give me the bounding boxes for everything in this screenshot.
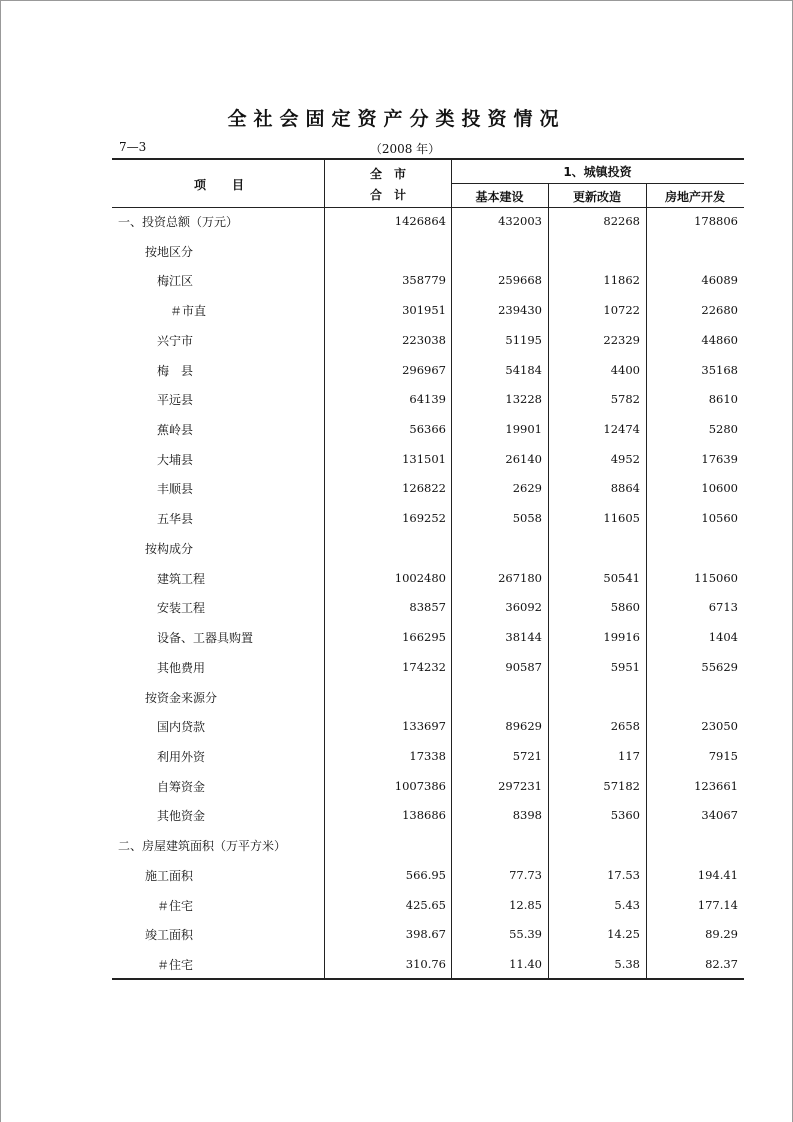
cell-value: 398.67 (405, 927, 446, 942)
group-header-rule (451, 183, 744, 184)
cell-value: 296967 (402, 362, 446, 377)
header-total-line2: 合 计 (369, 188, 406, 202)
cell-value: 5.43 (614, 897, 640, 912)
cell-value: 54184 (505, 362, 542, 377)
cell-value: 36092 (505, 600, 542, 615)
row-label: 自筹资金 (157, 779, 206, 794)
row-label: ＃住宅 (157, 898, 194, 913)
cell-value: 301951 (402, 303, 446, 318)
row-label: ＃住宅 (157, 958, 194, 972)
cell-value: 117 (618, 748, 640, 763)
cell-value: 310.76 (405, 957, 446, 971)
cell-value: 50541 (603, 570, 640, 585)
row-label: 国内贷款 (157, 720, 206, 735)
cell-value: 5782 (610, 392, 640, 407)
table-number: 7—3 (119, 140, 147, 154)
cell-value: 566.95 (405, 867, 446, 882)
cell-value: 55629 (701, 659, 738, 674)
cell-value: 89629 (505, 719, 542, 734)
cell-value: 5951 (610, 659, 640, 674)
row-label: 建筑工程 (157, 571, 206, 586)
cell-value: 19901 (505, 422, 542, 437)
cell-value: 10722 (603, 303, 640, 318)
header-basic-construction: 基本建设 (475, 190, 524, 204)
row-label: 大埔县 (157, 452, 194, 467)
cell-value: 14.25 (607, 927, 640, 942)
cell-value: 5860 (610, 600, 640, 615)
row-label: 按资金来源分 (145, 690, 218, 705)
cell-value: 1002480 (394, 570, 446, 585)
cell-value: 17639 (701, 451, 738, 466)
cell-value: 8864 (610, 481, 640, 496)
cell-value: 5.38 (614, 957, 640, 971)
cell-value: 1007386 (394, 778, 446, 793)
cell-value: 259668 (498, 273, 542, 288)
cell-value: 177.14 (697, 897, 738, 912)
row-label: 一、投资总额（万元） (118, 215, 239, 229)
cell-value: 8610 (708, 392, 738, 407)
cell-value: 5280 (708, 422, 738, 437)
row-label: ＃市直 (170, 304, 207, 319)
cell-value: 425.65 (405, 897, 446, 912)
cell-value: 82268 (603, 214, 640, 228)
header-total-line1: 全 市 (369, 167, 406, 181)
cell-value: 83857 (409, 600, 446, 615)
table-bottom-rule (112, 978, 744, 980)
row-label: 梅 县 (157, 363, 194, 378)
header-bottom-rule (112, 207, 744, 208)
row-label: 其他资金 (157, 809, 206, 824)
cell-value: 19916 (603, 630, 640, 645)
row-label: 利用外资 (157, 749, 206, 764)
cell-value: 8398 (512, 808, 542, 823)
cell-value: 90587 (505, 659, 542, 674)
cell-value: 22329 (603, 332, 640, 347)
cell-value: 6713 (708, 600, 738, 615)
cell-value: 34067 (701, 808, 738, 823)
header-urban-investment: 1、城镇投资 (563, 165, 632, 179)
cell-value: 12474 (603, 422, 640, 437)
cell-value: 10600 (701, 481, 738, 496)
row-label: 二、房屋建筑面积（万平方米） (118, 839, 287, 854)
cell-value: 2629 (512, 481, 542, 496)
cell-value: 267180 (498, 570, 542, 585)
cell-value: 4400 (610, 362, 640, 377)
header-renovation: 更新改造 (572, 190, 621, 204)
cell-value: 17.53 (607, 867, 640, 882)
page-border-left (0, 0, 1, 1122)
header-item-char2: 目 (231, 178, 244, 192)
col-divider-renew (646, 183, 647, 978)
cell-value: 239430 (498, 303, 542, 318)
cell-value: 5721 (512, 748, 542, 763)
cell-value: 10560 (701, 511, 738, 526)
cell-value: 26140 (505, 451, 542, 466)
col-divider-total (451, 158, 452, 978)
cell-value: 358779 (402, 273, 446, 288)
cell-value: 44860 (701, 332, 738, 347)
cell-value: 432003 (498, 214, 542, 228)
page-border-top (0, 0, 793, 1)
cell-value: 77.73 (509, 867, 542, 882)
cell-value: 123661 (694, 778, 738, 793)
table-top-rule (112, 158, 744, 160)
cell-value: 131501 (402, 451, 446, 466)
cell-value: 223038 (402, 332, 446, 347)
cell-value: 1404 (708, 630, 738, 645)
cell-value: 11605 (603, 511, 640, 526)
cell-value: 11862 (603, 273, 640, 288)
cell-value: 57182 (603, 778, 640, 793)
cell-value: 56366 (409, 422, 446, 437)
cell-value: 82.37 (705, 957, 738, 971)
cell-value: 297231 (498, 778, 542, 793)
col-divider-basic (548, 183, 549, 978)
cell-value: 178806 (694, 214, 738, 228)
row-label: 按构成分 (145, 541, 194, 556)
col-divider-item (324, 158, 325, 978)
row-label: 施工面积 (145, 868, 194, 883)
cell-value: 194.41 (697, 867, 738, 882)
cell-value: 17338 (409, 748, 446, 763)
table-year: （2008 年） (369, 142, 441, 156)
cell-value: 35168 (701, 362, 738, 377)
header-item-char1: 项 (193, 178, 206, 192)
row-label: 其他费用 (157, 660, 206, 675)
row-label: 丰顺县 (157, 482, 194, 497)
cell-value: 13228 (505, 392, 542, 407)
cell-value: 126822 (402, 481, 446, 496)
cell-value: 174232 (402, 659, 446, 674)
cell-value: 133697 (402, 719, 446, 734)
cell-value: 89.29 (705, 927, 738, 942)
cell-value: 11.40 (509, 957, 542, 971)
row-label: 兴宁市 (157, 333, 194, 348)
cell-value: 166295 (402, 630, 446, 645)
cell-value: 38144 (505, 630, 542, 645)
cell-value: 22680 (701, 303, 738, 318)
row-label: 蕉岭县 (157, 423, 194, 438)
header-real-estate: 房地产开发 (664, 190, 725, 204)
cell-value: 5058 (512, 511, 542, 526)
cell-value: 4952 (610, 451, 640, 466)
cell-value: 23050 (701, 719, 738, 734)
cell-value: 64139 (409, 392, 446, 407)
page-title: 全社会固定资产分类投资情况 (227, 108, 566, 130)
cell-value: 169252 (402, 511, 446, 526)
cell-value: 1426864 (394, 214, 446, 228)
row-label: 梅江区 (157, 274, 194, 289)
cell-value: 5360 (610, 808, 640, 823)
cell-value: 51195 (505, 332, 542, 347)
row-label: 竣工面积 (145, 928, 194, 943)
cell-value: 115060 (694, 570, 738, 585)
cell-value: 55.39 (509, 927, 542, 942)
cell-value: 2658 (610, 719, 640, 734)
cell-value: 7915 (708, 748, 738, 763)
cell-value: 138686 (402, 808, 446, 823)
row-label: 安装工程 (157, 601, 206, 616)
row-label: 按地区分 (145, 244, 194, 259)
cell-value: 46089 (701, 273, 738, 288)
cell-value: 12.85 (509, 897, 542, 912)
row-label: 五华县 (157, 512, 194, 527)
row-label: 平远县 (157, 393, 194, 408)
row-label: 设备、工器具购置 (157, 631, 254, 646)
